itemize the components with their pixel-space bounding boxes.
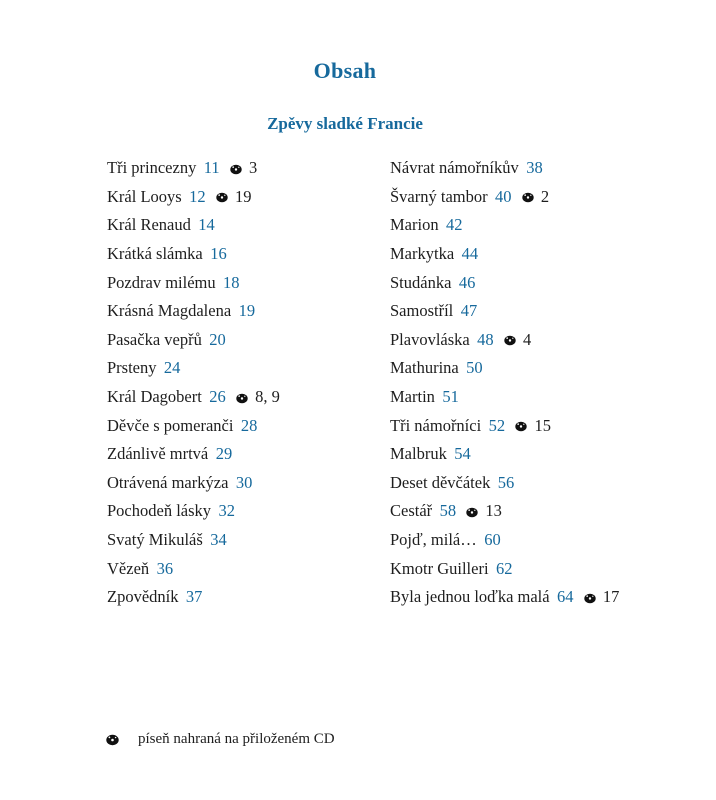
cd-track-number: 19 bbox=[234, 186, 252, 206]
entry-page-number: 58 bbox=[439, 501, 457, 521]
cd-disc-icon bbox=[521, 192, 535, 203]
toc-entry bbox=[107, 411, 390, 440]
toc-entry bbox=[107, 183, 390, 212]
toc-entry bbox=[390, 583, 673, 612]
entry-title: Samostříl bbox=[390, 301, 454, 321]
toc-entry bbox=[107, 268, 390, 297]
entry-title: Cestář bbox=[390, 501, 433, 521]
entry-title: Byla jednou loďka malá bbox=[390, 587, 550, 607]
entry-page-number: 54 bbox=[454, 444, 471, 464]
entry-page-number: 20 bbox=[209, 329, 226, 349]
entry-page-number: 60 bbox=[484, 530, 501, 550]
entry-page-number: 37 bbox=[185, 587, 203, 607]
entry-title: Vězeň bbox=[107, 558, 150, 578]
entry-title: Zdánlivě mrtvá bbox=[107, 444, 209, 464]
entry-title: Plavovláska bbox=[390, 329, 470, 349]
entry-page-number: 14 bbox=[198, 215, 215, 235]
cd-disc-icon bbox=[235, 393, 249, 404]
toc-entry bbox=[390, 411, 673, 440]
entry-page-number: 36 bbox=[156, 558, 174, 578]
entry-page-number: 28 bbox=[240, 415, 258, 435]
entry-page-number: 26 bbox=[209, 387, 226, 407]
toc-entry bbox=[107, 554, 390, 583]
toc-entry bbox=[390, 183, 673, 212]
toc-entry bbox=[107, 211, 390, 240]
entry-title: Krátká slámka bbox=[107, 244, 203, 264]
entry-page-number: 51 bbox=[442, 387, 459, 407]
toc-entry bbox=[390, 497, 673, 526]
toc-entry bbox=[390, 297, 673, 326]
entry-title: Švarný tambor bbox=[390, 186, 488, 206]
entry-title: Marion bbox=[390, 215, 439, 235]
toc-column-right bbox=[390, 154, 673, 612]
toc-entry bbox=[390, 268, 673, 297]
cd-disc-icon bbox=[215, 192, 229, 203]
entry-page-number: 34 bbox=[210, 530, 227, 550]
footer-legend-text: píseň nahraná na přiloženém CD bbox=[138, 731, 335, 747]
cd-track-number: 8, 9 bbox=[255, 387, 280, 407]
cd-track-number: 2 bbox=[540, 186, 550, 206]
entry-title: Studánka bbox=[390, 272, 452, 292]
entry-title: Král Renaud bbox=[107, 215, 191, 235]
entry-title: Král Looys bbox=[107, 186, 182, 206]
entry-title: Pozdrav milému bbox=[107, 272, 216, 292]
toc-entry bbox=[107, 497, 390, 526]
entry-title: Malbruk bbox=[390, 444, 447, 464]
entry-page-number: 32 bbox=[218, 501, 235, 521]
cd-disc-icon bbox=[229, 164, 243, 175]
entry-title: Mathurina bbox=[390, 358, 459, 378]
entry-title: Markytka bbox=[390, 244, 455, 264]
toc-entry bbox=[390, 526, 673, 555]
entry-title: Zpovědník bbox=[107, 587, 179, 607]
toc-entry bbox=[107, 297, 390, 326]
entry-page-number: 62 bbox=[495, 558, 513, 578]
entry-title: Krásná Magdalena bbox=[107, 301, 232, 321]
cd-track-number: 3 bbox=[248, 158, 258, 178]
entry-page-number: 46 bbox=[458, 272, 476, 292]
entry-page-number: 44 bbox=[461, 244, 479, 264]
toc-column-left bbox=[107, 154, 390, 612]
entry-title: Prsteny bbox=[107, 358, 157, 378]
entry-title: Pojď, milá… bbox=[390, 530, 477, 550]
entry-page-number: 50 bbox=[466, 358, 483, 378]
toc-entry bbox=[390, 326, 673, 355]
entry-page-number: 48 bbox=[477, 329, 494, 349]
toc-entry bbox=[107, 240, 390, 269]
toc-entry bbox=[390, 211, 673, 240]
toc-entry bbox=[390, 354, 673, 383]
toc-entry bbox=[390, 240, 673, 269]
section-subtitle: Zpěvy sladké Francie bbox=[267, 114, 423, 133]
entry-title: Tři princezny bbox=[107, 158, 197, 178]
toc-entry bbox=[107, 383, 390, 412]
cd-disc-icon bbox=[465, 507, 479, 518]
cd-track-number: 17 bbox=[602, 587, 620, 607]
entry-title: Pasačka vepřů bbox=[107, 329, 202, 349]
entry-page-number: 11 bbox=[203, 158, 220, 178]
page-title: Obsah bbox=[313, 58, 377, 83]
toc-entry bbox=[390, 554, 673, 583]
entry-page-number: 38 bbox=[526, 158, 543, 178]
cd-track-number: 4 bbox=[523, 329, 532, 349]
cd-track-number: 13 bbox=[485, 501, 502, 521]
entry-page-number: 47 bbox=[460, 301, 478, 321]
entry-page-number: 29 bbox=[215, 444, 233, 464]
entry-page-number: 42 bbox=[446, 215, 463, 235]
toc-entry bbox=[107, 440, 390, 469]
toc-columns bbox=[107, 154, 673, 612]
toc-entry bbox=[390, 383, 673, 412]
cd-disc-icon bbox=[105, 734, 120, 746]
entry-page-number: 19 bbox=[238, 301, 256, 321]
toc-entry bbox=[107, 583, 390, 612]
entry-title: Kmotr Guilleri bbox=[390, 558, 489, 578]
toc-entry bbox=[390, 469, 673, 498]
toc-entry bbox=[107, 526, 390, 555]
footer-legend bbox=[105, 731, 335, 748]
cd-track-number: 15 bbox=[534, 415, 551, 435]
entry-page-number: 30 bbox=[235, 472, 253, 492]
toc-entry bbox=[107, 469, 390, 498]
entry-title: Deset děvčátek bbox=[390, 472, 491, 492]
toc-entry bbox=[107, 154, 390, 183]
entry-page-number: 40 bbox=[495, 186, 512, 206]
toc-entry bbox=[107, 326, 390, 355]
entry-title: Král Dagobert bbox=[107, 387, 202, 407]
toc-entry bbox=[390, 154, 673, 183]
cd-disc-icon bbox=[503, 335, 517, 346]
entry-page-number: 18 bbox=[223, 272, 240, 292]
entry-title: Pochodeň lásky bbox=[107, 501, 212, 521]
entry-title: Otrávená markýza bbox=[107, 472, 229, 492]
entry-page-number: 64 bbox=[557, 587, 574, 607]
entry-title: Svatý Mikuláš bbox=[107, 530, 203, 550]
toc-entry bbox=[390, 440, 673, 469]
entry-title: Návrat námořníkův bbox=[390, 158, 519, 178]
cd-disc-icon bbox=[583, 593, 597, 604]
entry-title: Děvče s pomeranči bbox=[107, 415, 234, 435]
entry-page-number: 12 bbox=[189, 186, 206, 206]
entry-page-number: 52 bbox=[488, 415, 506, 435]
entry-page-number: 16 bbox=[210, 244, 227, 264]
entry-page-number: 56 bbox=[497, 472, 515, 492]
toc-entry bbox=[107, 354, 390, 383]
entry-page-number: 24 bbox=[163, 358, 181, 378]
entry-title: Tři námořníci bbox=[390, 415, 482, 435]
cd-disc-icon bbox=[514, 421, 528, 432]
entry-title: Martin bbox=[390, 387, 435, 407]
